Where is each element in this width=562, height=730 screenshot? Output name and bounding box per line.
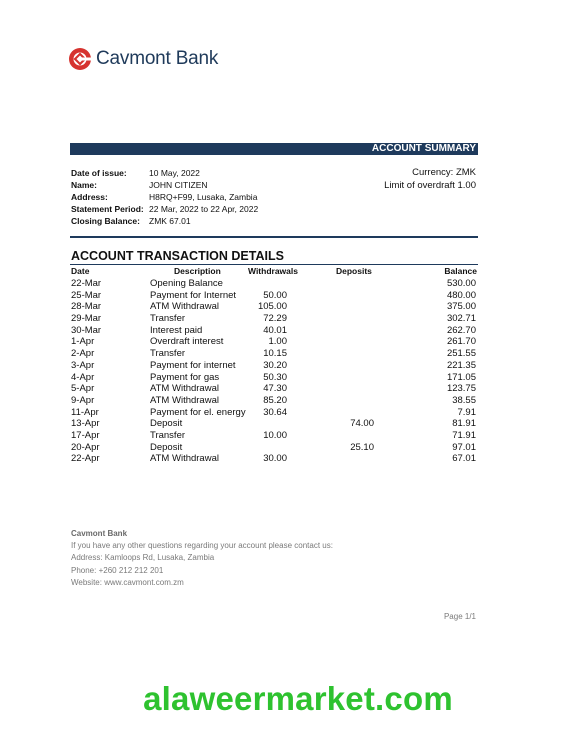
cell-withdrawal: 40.01 [263, 324, 287, 336]
cell-description: Deposit [150, 441, 183, 453]
account-summary-title: ACCOUNT SUMMARY [371, 143, 476, 154]
cell-description: Payment for el. energy [150, 406, 246, 418]
cell-date: 11-Apr [71, 406, 99, 418]
footer-address: Address: Kamloops Rd, Lusaka, Zambia [71, 553, 215, 563]
detail-value: JOHN CITIZEN [149, 180, 208, 190]
cell-description: Opening Balance [150, 278, 223, 289]
footer-bank-name: Cavmont Bank [71, 529, 128, 538]
cell-description: Deposit [150, 418, 183, 430]
column-header-date: Date [71, 266, 90, 276]
table-row [0, 430, 562, 442]
cell-deposit: 74.00 [350, 418, 374, 430]
cell-description: Transfer [150, 348, 186, 360]
cell-date: 17-Apr [71, 429, 100, 441]
account-summary-bar [70, 143, 478, 155]
cell-description: Interest paid [150, 324, 203, 336]
cell-withdrawal: 1.00 [268, 336, 287, 348]
table-row [0, 278, 562, 290]
cell-withdrawal: 72.29 [263, 313, 287, 325]
table-row [0, 313, 562, 325]
cell-description: Overdraft interest [150, 336, 224, 348]
cell-date: 22-Mar [71, 278, 102, 289]
cell-withdrawal: 85.20 [263, 394, 287, 406]
cell-balance: 7.91 [457, 406, 476, 418]
cell-withdrawal: 30.64 [263, 406, 287, 418]
table-row [0, 301, 562, 313]
cell-date: 3-Apr [71, 359, 95, 371]
table-row [0, 348, 562, 360]
cell-withdrawal: 47.30 [263, 383, 287, 395]
cell-withdrawal: 10.15 [263, 348, 287, 360]
cell-withdrawal: 50.00 [263, 289, 287, 301]
cell-date: 2-Apr [71, 348, 95, 360]
detail-label: Name: [71, 180, 97, 190]
section-divider [70, 236, 478, 238]
column-header-withdrawals: Withdrawals [248, 266, 298, 276]
table-row [0, 325, 562, 337]
footer [71, 528, 333, 589]
cell-date: 4-Apr [71, 371, 95, 383]
cell-balance: 530.00 [446, 278, 476, 289]
footer-contact-line: If you have any other questions regarding your account please contact us: [71, 541, 333, 551]
cell-balance: 375.00 [446, 301, 476, 313]
page-number: Page 1/1 [443, 612, 476, 621]
cell-description: ATM Withdrawal [150, 301, 219, 313]
table-row [0, 418, 562, 430]
cell-balance: 81.91 [452, 418, 476, 430]
cell-description: Transfer [150, 429, 186, 441]
table-row [0, 442, 562, 454]
footer-phone: Phone: +260 212 212 201 [71, 565, 164, 575]
cell-date: 20-Apr [71, 441, 100, 453]
cell-date: 22-Apr [71, 453, 100, 465]
table-row [0, 336, 562, 348]
detail-row [71, 179, 258, 191]
overdraft-limit: Limit of overdraft 1.00 [384, 179, 476, 191]
cell-withdrawal: 10.00 [263, 429, 287, 441]
cell-balance: 123.75 [446, 383, 476, 395]
column-header-deposits: Deposits [336, 266, 372, 276]
cell-balance: 262.70 [446, 324, 476, 336]
detail-row [71, 215, 258, 227]
cell-description: Payment for Internet [150, 289, 237, 301]
cell-balance: 171.05 [446, 371, 476, 383]
watermark: alaweermarket.com [143, 680, 453, 717]
account-details [71, 167, 258, 227]
detail-row [71, 191, 258, 203]
currency-info [384, 167, 476, 192]
cell-withdrawal: 30.00 [263, 453, 287, 465]
cell-balance: 71.91 [452, 429, 476, 441]
table-row [0, 360, 562, 372]
detail-row [71, 167, 258, 179]
cell-balance: 97.01 [452, 441, 476, 453]
detail-label: Statement Period: [71, 204, 144, 214]
table-header-divider [70, 264, 478, 265]
cell-balance: 480.00 [446, 289, 476, 301]
table-row [0, 395, 562, 407]
cell-description: Payment for gas [150, 371, 220, 383]
transactions-table [0, 278, 562, 465]
cavmont-logo-icon [68, 47, 92, 71]
detail-value: 10 May, 2022 [149, 168, 200, 178]
detail-label: Address: [71, 192, 108, 202]
cell-deposit: 25.10 [350, 441, 374, 453]
column-header-description: Description [174, 266, 221, 276]
transactions-title: ACCOUNT TRANSACTION DETAILS [71, 249, 284, 263]
cell-description: Transfer [150, 313, 186, 325]
table-row [0, 453, 562, 465]
cell-date: 30-Mar [71, 324, 102, 336]
cell-balance: 67.01 [452, 453, 476, 465]
cell-description: ATM Withdrawal [150, 394, 219, 406]
detail-row [71, 203, 258, 215]
detail-label: Date of issue: [71, 168, 127, 178]
cell-description: ATM Withdrawal [150, 453, 219, 465]
cell-withdrawal: 105.00 [257, 301, 287, 313]
detail-label: Closing Balance: [71, 216, 140, 226]
cell-date: 1-Apr [71, 336, 95, 348]
table-row [0, 290, 562, 302]
detail-value: 22 Mar, 2022 to 22 Apr, 2022 [149, 204, 259, 214]
detail-value: ZMK 67.01 [149, 216, 191, 226]
cell-description: Payment for internet [150, 359, 236, 371]
bank-logo [68, 46, 218, 72]
cell-withdrawal: 30.20 [263, 359, 287, 371]
cell-date: 5-Apr [71, 383, 95, 395]
table-row [0, 372, 562, 384]
table-row [0, 383, 562, 395]
cell-balance: 302.71 [446, 313, 476, 325]
currency-line: Currency: ZMK [412, 167, 476, 178]
column-header-balance: Balance [444, 266, 477, 276]
cell-balance: 221.35 [446, 359, 476, 371]
detail-value: H8RQ+F99, Lusaka, Zambia [149, 192, 258, 202]
cell-date: 28-Mar [71, 301, 102, 313]
bank-name: Cavmont Bank [96, 48, 219, 69]
cell-date: 29-Mar [71, 313, 102, 325]
footer-website: Website: www.cavmont.com.zm [71, 577, 184, 587]
cell-balance: 38.55 [452, 394, 476, 406]
cell-balance: 251.55 [446, 348, 476, 360]
cell-date: 9-Apr [71, 394, 95, 406]
cell-description: ATM Withdrawal [150, 383, 219, 395]
cell-withdrawal: 50.30 [263, 371, 287, 383]
cell-date: 13-Apr [71, 418, 100, 430]
table-row [0, 407, 562, 419]
cell-balance: 261.70 [446, 336, 476, 348]
cell-date: 25-Mar [71, 289, 102, 301]
